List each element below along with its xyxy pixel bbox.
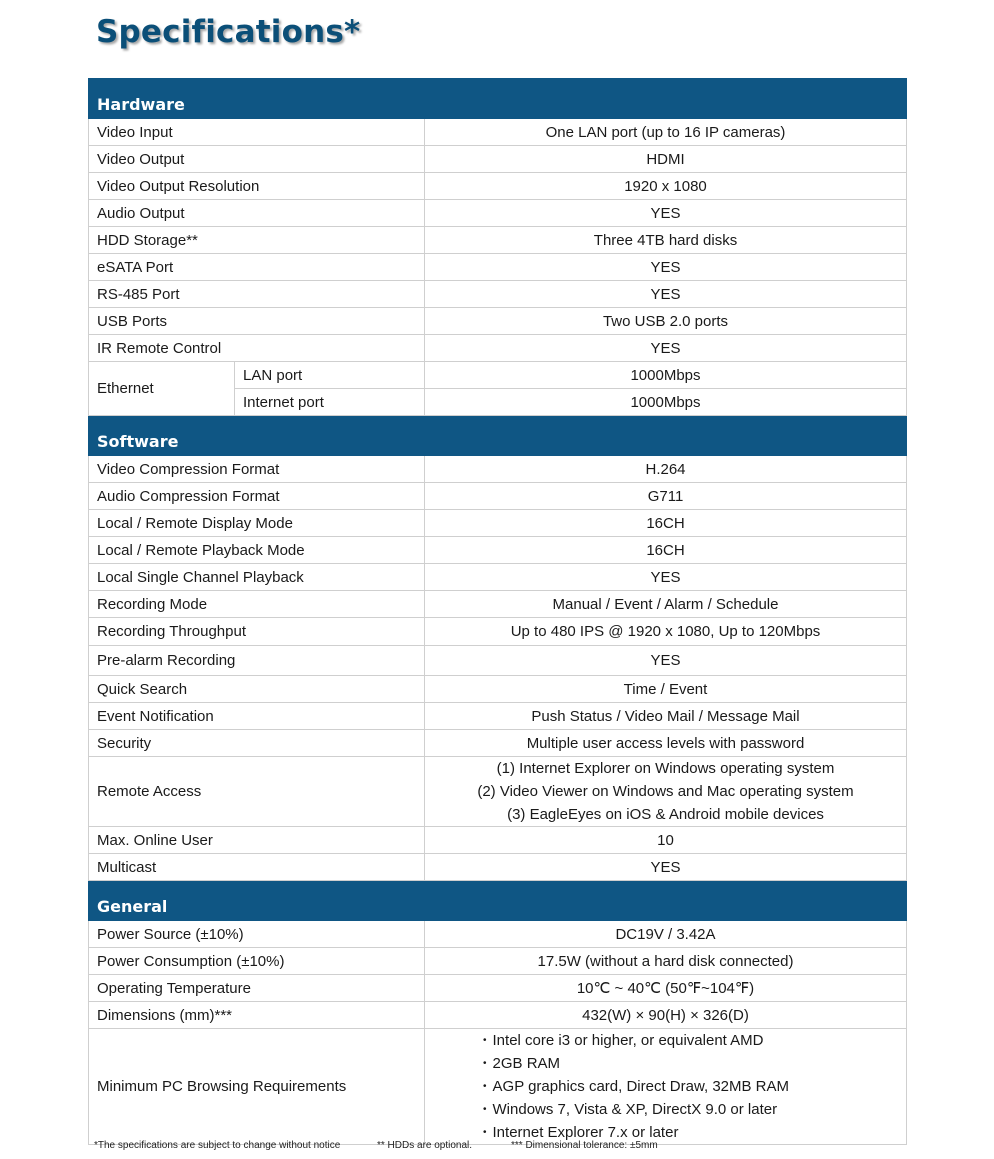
table-row bbox=[89, 591, 907, 618]
spec-value: 1000Mbps bbox=[425, 389, 907, 416]
spec-value: 1920 x 1080 bbox=[425, 173, 907, 200]
table-row bbox=[89, 1029, 907, 1145]
spec-value: YES bbox=[425, 200, 907, 227]
spec-label: Audio Compression Format bbox=[89, 483, 425, 510]
table-row bbox=[89, 456, 907, 483]
table-row bbox=[89, 827, 907, 854]
spec-label: HDD Storage** bbox=[89, 227, 425, 254]
spec-label: Quick Search bbox=[89, 676, 425, 703]
table-row bbox=[89, 730, 907, 757]
spec-value-list bbox=[425, 757, 907, 827]
table-row bbox=[89, 703, 907, 730]
list-item: (2) Video Viewer on Windows and Mac operating system bbox=[477, 783, 854, 800]
spec-value: 17.5W (without a hard disk connected) bbox=[425, 948, 907, 975]
list-item: • Windows 7, Vista & XP, DirectX 9.0 or later bbox=[483, 1098, 898, 1121]
spec-label: Max. Online User bbox=[89, 827, 425, 854]
spec-value: Up to 480 IPS @ 1920 x 1080, Up to 120Mbps bbox=[425, 618, 907, 646]
spec-value: YES bbox=[425, 254, 907, 281]
footnote: *The specifications are subject to change without notice bbox=[94, 1140, 341, 1151]
table-row bbox=[89, 200, 907, 227]
table-row bbox=[89, 227, 907, 254]
spec-label: Audio Output bbox=[89, 200, 425, 227]
spec-label: Local / Remote Playback Mode bbox=[89, 537, 425, 564]
spec-value: 432(W) × 90(H) × 326(D) bbox=[425, 1002, 907, 1029]
table-row bbox=[89, 483, 907, 510]
table-row bbox=[89, 537, 907, 564]
table-row bbox=[89, 948, 907, 975]
spec-label: Security bbox=[89, 730, 425, 757]
spec-label: Recording Throughput bbox=[89, 618, 425, 646]
list-item: (1) Internet Explorer on Windows operating system bbox=[496, 760, 835, 777]
spec-label: Power Consumption (±10%) bbox=[89, 948, 425, 975]
table-row bbox=[89, 173, 907, 200]
table-row bbox=[89, 975, 907, 1002]
table-row bbox=[89, 308, 907, 335]
requirements-list bbox=[433, 1029, 898, 1144]
table-row bbox=[89, 1002, 907, 1029]
spec-value: 1000Mbps bbox=[425, 362, 907, 389]
spec-value: Two USB 2.0 ports bbox=[425, 308, 907, 335]
table-row bbox=[89, 510, 907, 537]
spec-label: eSATA Port bbox=[89, 254, 425, 281]
spec-value: H.264 bbox=[425, 456, 907, 483]
spec-value: G711 bbox=[425, 483, 907, 510]
spec-label: Operating Temperature bbox=[89, 975, 425, 1002]
spec-value: 16CH bbox=[425, 510, 907, 537]
spec-label: Local Single Channel Playback bbox=[89, 564, 425, 591]
page-title: Specifications* bbox=[96, 14, 361, 50]
spec-label: Multicast bbox=[89, 854, 425, 881]
section-header-software bbox=[89, 416, 907, 456]
spec-value: Push Status / Video Mail / Message Mail bbox=[425, 703, 907, 730]
spec-label: Minimum PC Browsing Requirements bbox=[89, 1029, 425, 1145]
spec-label: Video Output bbox=[89, 146, 425, 173]
table-row bbox=[89, 921, 907, 948]
spec-value: HDMI bbox=[425, 146, 907, 173]
spec-value: DC19V / 3.42A bbox=[425, 921, 907, 948]
spec-label: Video Compression Format bbox=[89, 456, 425, 483]
spec-value: Manual / Event / Alarm / Schedule bbox=[425, 591, 907, 618]
section-title: Software bbox=[89, 416, 907, 456]
table-row bbox=[89, 854, 907, 881]
table-row bbox=[89, 757, 907, 827]
spec-value: One LAN port (up to 16 IP cameras) bbox=[425, 119, 907, 146]
spec-value: YES bbox=[425, 281, 907, 308]
table-row bbox=[89, 646, 907, 676]
spec-value: Multiple user access levels with password bbox=[425, 730, 907, 757]
spec-value: YES bbox=[425, 854, 907, 881]
spec-sublabel: LAN port bbox=[235, 362, 425, 389]
spec-label: Power Source (±10%) bbox=[89, 921, 425, 948]
spec-value: 10℃ ~ 40℃ (50℉~104℉) bbox=[425, 975, 907, 1002]
spec-label: Pre-alarm Recording bbox=[89, 646, 425, 676]
section-title: General bbox=[89, 881, 907, 921]
spec-label: Local / Remote Display Mode bbox=[89, 510, 425, 537]
table-row bbox=[89, 335, 907, 362]
spec-label: IR Remote Control bbox=[89, 335, 425, 362]
spec-value: YES bbox=[425, 564, 907, 591]
spec-label: Recording Mode bbox=[89, 591, 425, 618]
footnote: *** Dimensional tolerance: ±5mm bbox=[511, 1140, 658, 1151]
spec-label: Event Notification bbox=[89, 703, 425, 730]
table-row bbox=[89, 362, 907, 389]
spec-label: USB Ports bbox=[89, 308, 425, 335]
list-item: (3) EagleEyes on iOS & Android mobile devices bbox=[507, 806, 824, 823]
table-row bbox=[89, 564, 907, 591]
spec-sublabel: Internet port bbox=[235, 389, 425, 416]
spec-label: Dimensions (mm)*** bbox=[89, 1002, 425, 1029]
table-row bbox=[89, 676, 907, 703]
spec-value: 10 bbox=[425, 827, 907, 854]
list-item: • AGP graphics card, Direct Draw, 32MB RAM bbox=[483, 1075, 898, 1098]
list-item: • 2GB RAM bbox=[483, 1052, 898, 1075]
table-row bbox=[89, 618, 907, 646]
spec-value: Three 4TB hard disks bbox=[425, 227, 907, 254]
spec-value: YES bbox=[425, 646, 907, 676]
table-row bbox=[89, 119, 907, 146]
table-row bbox=[89, 254, 907, 281]
table-row bbox=[89, 281, 907, 308]
list-item: • Intel core i3 or higher, or equivalent AMD bbox=[483, 1029, 898, 1052]
spec-value: Time / Event bbox=[425, 676, 907, 703]
spec-value: YES bbox=[425, 335, 907, 362]
spec-value: 16CH bbox=[425, 537, 907, 564]
spec-label: RS-485 Port bbox=[89, 281, 425, 308]
spec-label: Remote Access bbox=[89, 757, 425, 827]
section-header-general bbox=[89, 881, 907, 921]
spec-value-list bbox=[425, 1029, 907, 1145]
spec-label: Video Input bbox=[89, 119, 425, 146]
footnote: ** HDDs are optional. bbox=[377, 1140, 473, 1151]
spec-label: Video Output Resolution bbox=[89, 173, 425, 200]
spec-label-ethernet: Ethernet bbox=[89, 362, 235, 416]
section-header-hardware bbox=[89, 79, 907, 119]
specifications-table bbox=[88, 78, 907, 1145]
section-title: Hardware bbox=[89, 79, 907, 119]
list-item: • Internet Explorer 7.x or later bbox=[483, 1121, 898, 1144]
table-row bbox=[89, 146, 907, 173]
